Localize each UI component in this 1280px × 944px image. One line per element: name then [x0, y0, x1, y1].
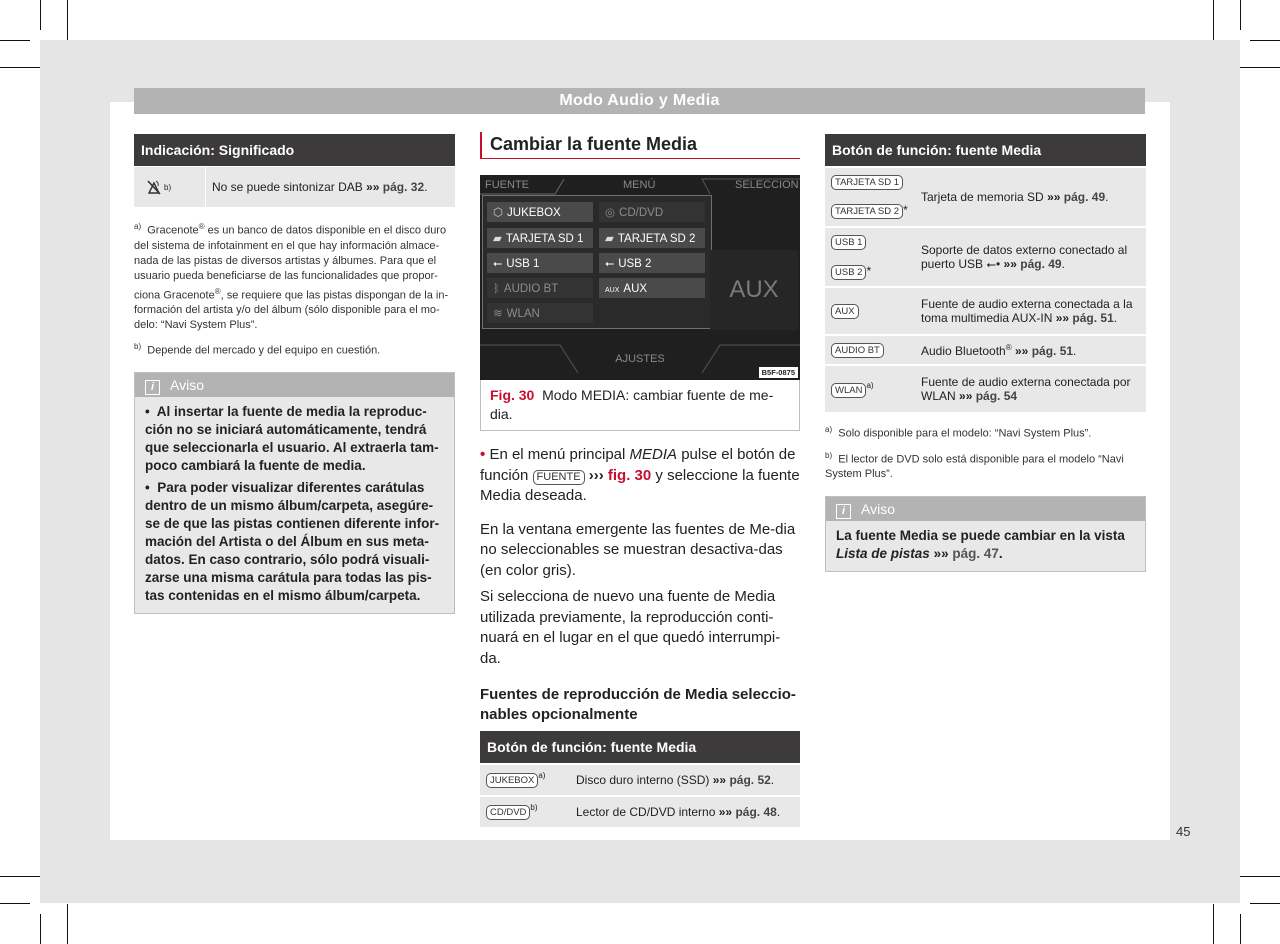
usb1-source-button[interactable]: ⭠ USB 1: [486, 252, 594, 274]
row-text: Lector de CD/DVD interno »» pág. 48.: [576, 805, 781, 819]
table-row: [825, 226, 1146, 286]
table-cell: JUKEBOX $^{a)}$: [480, 765, 570, 795]
no-signal-icon: [146, 179, 162, 195]
crop-mark: [0, 67, 40, 68]
page-header: Modo Audio y Media: [134, 88, 1145, 114]
row-text: No se puede sintonizar DAB »» pág. 32.: [212, 180, 428, 194]
info-icon: i: [836, 504, 851, 519]
aviso-header: i Aviso: [135, 373, 454, 397]
crop-mark: [1213, 904, 1214, 944]
figure-code: B5F-0875: [759, 367, 798, 378]
footnote-ref: b): [164, 182, 172, 192]
crop-mark: [1250, 40, 1280, 41]
middle-column: [480, 132, 800, 827]
left-column: [134, 134, 455, 614]
usb2-source-button[interactable]: ⭠ USB 2: [598, 252, 706, 274]
usb-icon: ⭠: [493, 258, 503, 270]
table-cell: [570, 765, 800, 795]
aviso-body: La fuente Media se puede cambiar en la vista Lista de pistas »» pág. 47.: [836, 528, 1125, 562]
crop-mark: [1250, 903, 1280, 904]
table-cell: WLAN $^{a)}$: [825, 366, 915, 412]
indication-table-header: Indicación: Significado: [134, 134, 455, 166]
crop-mark: [1213, 0, 1214, 40]
table-header: Botón de función: fuente Media: [825, 134, 1146, 166]
figure-caption: Fig. 30 Modo MEDIA: cambiar fuente de me-dia.: [480, 380, 800, 431]
table-row: [134, 166, 455, 207]
table-row: [480, 795, 800, 827]
crop-mark: [0, 876, 40, 877]
media-source-table: [480, 731, 800, 827]
crop-mark: [1240, 876, 1280, 877]
page-number: 45: [1176, 824, 1191, 839]
sd-card-icon: ▰: [605, 233, 614, 245]
section-title: Cambiar la fuente Media: [480, 132, 800, 159]
table-row: [825, 334, 1146, 364]
table-cell: TARJETA SD 1 TARJETA SD 2 *: [825, 168, 915, 226]
table-row: [825, 166, 1146, 226]
table-cell: [915, 228, 1146, 286]
ajustes-tab: AJUSTES: [615, 353, 665, 365]
footnote-b: $^{b)}$ El lector de DVD solo está disponible para el modelo “Navi System Plus”.: [825, 450, 1124, 481]
aviso-bullet: • Al insertar la fuente de media la reproduc-ción no se iniciará automáticamente, tendrá que seleccionarla el usuario. Al extraerla tam-poco cambiará la fuente de media.: [145, 403, 439, 473]
row-text: Fuente de audio externa conectada a la toma multimedia AUX-IN »» pág. 51.: [921, 297, 1133, 325]
tarjeta-sd2-source-button[interactable]: ▰ TARJETA SD 2: [598, 227, 706, 249]
usb-icon: ⭠•: [986, 256, 1001, 271]
jukebox-icon: ⬡: [493, 207, 504, 219]
table-cell: [570, 797, 800, 827]
aviso-bullet: • Para poder visualizar diferentes carátulas dentro de un mismo álbum/carpeta, asegúre-se de que las pistas contienen diferente infor-mación del Artista o del Álbum en sus meta-datos. En caso contrario, sólo podrá visuali-zarse una misma carátula para todas las pis-tas contenidas en el mismo álbum/carpeta.: [145, 479, 440, 603]
row-text: Soporte de datos externo conectado al puerto USB ⭠• »» pág. 49.: [921, 242, 1128, 271]
table-cell: [915, 366, 1146, 412]
footnote-a: $^{a)}$ Gracenote® es un banco de datos disponible en el disco duro del sistema de infotainment en el que hay información almace-nada de las pistas de diversos artistas y álbumes. Para que el usuario pueda beneficiarse de las funcionalidades que propor-ciona Gracenote®, se requiere que las pistas dispongan de la in-formación del artista y/o del álbum (sólo disponible para el mo-delo: “Navi System Plus”.: [134, 222, 449, 332]
crop-mark: [1240, 67, 1280, 68]
table-cell: [915, 168, 1146, 226]
sd-card-icon: ▰: [493, 233, 502, 245]
disc-icon: ◎: [605, 207, 616, 219]
current-source-label: AUX: [710, 250, 798, 330]
table-row: [825, 364, 1146, 412]
crop-mark: [67, 0, 68, 40]
tab-fuente: FUENTE: [485, 179, 529, 191]
table-cell: USB 1 USB 2 *: [825, 228, 915, 286]
aux-source-button[interactable]: AUX AUX: [598, 277, 706, 299]
table-row: [480, 763, 800, 795]
aviso-box: [825, 496, 1146, 572]
row-text: Audio Bluetooth® »» pág. 51.: [921, 342, 1077, 358]
table-cell: AUDIO BT: [825, 336, 915, 364]
crop-mark: [40, 914, 41, 944]
table-cell: CD/DVD $^{b)}$: [480, 797, 570, 827]
row-text: Disco duro interno (SSD) »» pág. 52.: [576, 773, 775, 787]
aux-icon: AUX: [605, 287, 620, 294]
paragraph: En la ventana emergente las fuentes de Me-dia no seleccionables se muestran desactiva-das (en color gris).: [480, 520, 796, 579]
jukebox-source-button[interactable]: ⬡ JUKEBOX: [486, 201, 594, 223]
aviso-box: [134, 372, 455, 614]
tab-menu: MENÚ: [623, 179, 656, 191]
paragraph: Si selecciona de nuevo una fuente de Media utilizada previamente, la reproducción conti-nuará en el lugar en el que quedó interrumpi-da.: [480, 588, 781, 667]
media-screen-figure: [480, 175, 800, 380]
row-text: Tarjeta de memoria SD »» pág. 49.: [921, 190, 1109, 204]
table-cell: [915, 288, 1146, 334]
crop-mark: [1240, 0, 1241, 30]
fuente-button-label: FUENTE: [533, 470, 585, 485]
audio-bt-source-button[interactable]: ᛒ AUDIO BT: [486, 277, 594, 299]
right-column: [825, 134, 1146, 572]
usb-icon: ⭠: [605, 258, 615, 270]
footnote-a: $^{a)}$ Solo disponible para el modelo: “Navi System Plus”.: [825, 425, 1092, 440]
crop-mark: [0, 40, 30, 41]
table-cell: [134, 167, 206, 207]
info-icon: i: [145, 380, 160, 395]
instruction-paragraph: • En el menú principal MEDIA pulse el botón de función FUENTE ››› fig. 30 y seleccione la fuente Media deseada.: [480, 446, 800, 504]
footnote-b: $^{b)}$ Depende del mercado y del equipo en cuestión.: [134, 342, 381, 357]
crop-mark: [1240, 914, 1241, 944]
table-cell: [206, 167, 455, 207]
bluetooth-icon: ᛒ: [493, 283, 500, 295]
crop-mark: [67, 904, 68, 944]
crop-mark: [40, 0, 41, 30]
table-row: [825, 286, 1146, 334]
aviso-body: [135, 397, 454, 613]
tab-seleccion: SELECCIÓN: [735, 179, 799, 191]
cd-dvd-source-button[interactable]: ◎ CD/DVD: [598, 201, 706, 223]
tarjeta-sd1-source-button[interactable]: ▰ TARJETA SD 1: [486, 227, 594, 249]
wifi-icon: ≋: [493, 308, 503, 320]
aviso-header: i Aviso: [826, 497, 1145, 521]
table-header: Botón de función: fuente Media: [480, 731, 800, 763]
table-cell: AUX: [825, 288, 915, 334]
table-cell: [915, 336, 1146, 364]
wlan-source-button[interactable]: ≋ WLAN: [486, 302, 594, 324]
subheading: Fuentes de reproducción de Media seleccio-nables opcionalmente: [480, 686, 796, 723]
row-text: Fuente de audio externa conectada por WLAN »» pág. 54: [921, 375, 1131, 403]
crop-mark: [0, 903, 30, 904]
